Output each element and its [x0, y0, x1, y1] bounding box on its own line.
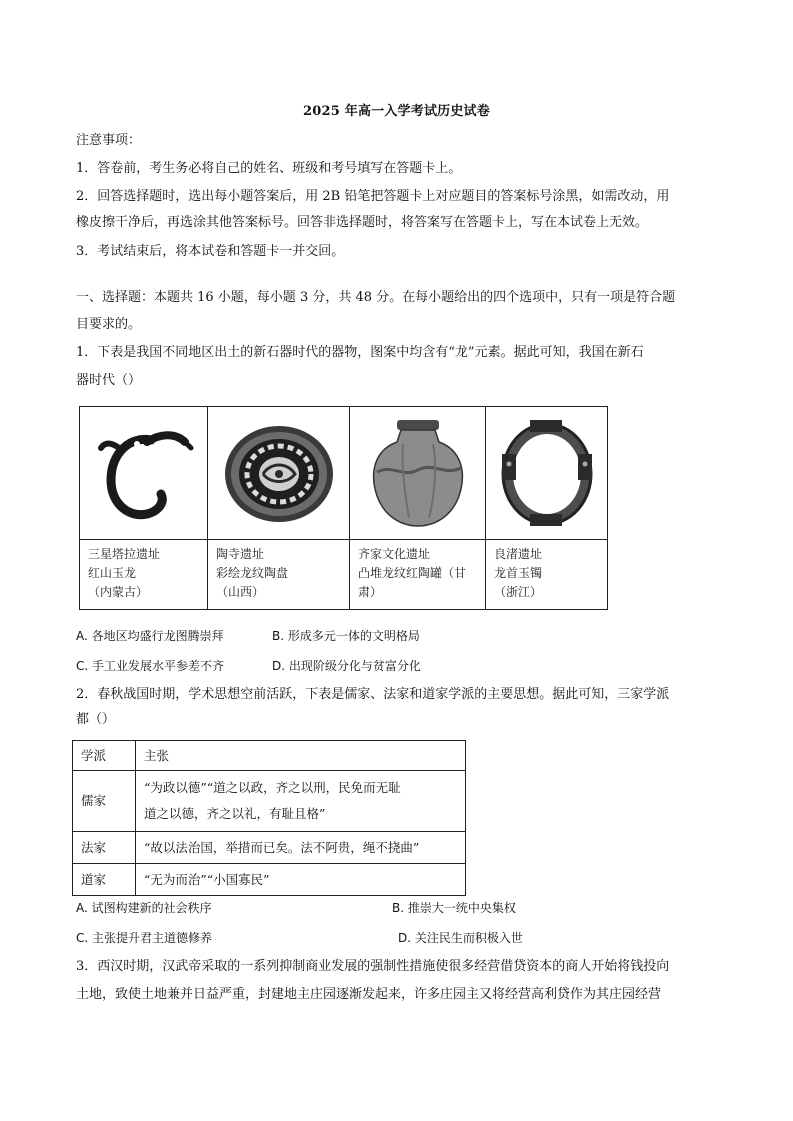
q2-stem-line-2: 都（） [76, 712, 116, 727]
notice-item-2-line-1: 2．回答选择题时，选出每小题答案后，用 2B 铅笔把答题卡上对应题目的答案标号涂黑，如需改动，用 [76, 189, 670, 204]
artifact-image-cell [80, 407, 208, 540]
table-row-school: 法家 [73, 832, 136, 864]
jade-dragon-icon [89, 418, 199, 528]
table-row-claim: “故以法治国，举措而已矣。法不阿贵，绳不挠曲” [136, 832, 466, 864]
q3-stem-line-1: 3．西汉时期，汉武帝采取的一系列抑制商业发展的强制性措施使很多经营借贷资本的商人开始将钱投向 [76, 959, 670, 974]
table-row-claim: “无为而治”“小国寡民” [136, 864, 466, 896]
q1-option-b[interactable]: B. 形成多元一体的文明格局 [272, 629, 420, 643]
q1-artifact-table [79, 406, 608, 610]
q1-stem-line-1: 1．下表是我国不同地区出土的新石器时代的器物，图案中均含有“龙”元素。据此可知，我国在新石 [76, 345, 644, 360]
q3-stem-line-2: 土地，致使土地兼并日益严重，封建地主庄园逐渐发起来，许多庄园主又将经营高利贷作为其庄园经营 [76, 987, 662, 1002]
table-row-claim: “为政以德”“道之以政，齐之以刑，民免而无耻 道之以德，齐之以礼，有耻且格” [136, 771, 466, 832]
table-row-school: 儒家 [73, 771, 136, 832]
q1-option-a[interactable]: A. 各地区均盛行龙图腾崇拜 [76, 629, 224, 643]
notice-item-2-line-2: 橡皮擦干净后，再选涂其他答案标号。回答非选择题时，将答案写在答题卡上，写在本试卷上无效。 [76, 215, 649, 230]
painted-plate-icon [219, 418, 339, 528]
section-instruction-line-1: 一、选择题：本题共 16 小题，每小题 3 分，共 48 分。在每小题给出的四个选项中，只有一项是符合题 [76, 290, 676, 305]
artifact-image-cell [486, 407, 608, 540]
notice-item-3: 3．考试结束后，将本试卷和答题卡一并交回。 [76, 244, 345, 259]
notice-heading: 注意事项： [76, 133, 142, 148]
q1-option-d[interactable]: D. 出现阶级分化与贫富分化 [272, 659, 421, 673]
pottery-jar-icon [363, 414, 473, 532]
table-header-school: 学派 [73, 741, 136, 771]
table-header-claim: 主张 [136, 741, 466, 771]
q2-option-b[interactable]: B. 推崇大一统中央集权 [392, 901, 516, 915]
jade-bracelet-icon [494, 414, 600, 532]
q1-option-c[interactable]: C. 手工业发展水平参差不齐 [76, 659, 225, 673]
notice-item-1: 1．答卷前，考生务必将自己的姓名、班级和考号填写在答题卡上。 [76, 161, 462, 176]
section-instruction-line-2: 目要求的。 [76, 317, 142, 332]
artifact-caption: 陶寺遗址 彩绘龙纹陶盘 （山西） [208, 540, 350, 610]
exam-title: 2025 年高一入学考试历史试卷 [303, 104, 490, 119]
q2-option-a[interactable]: A. 试图构建新的社会秩序 [76, 901, 212, 915]
table-row-school: 道家 [73, 864, 136, 896]
artifact-caption: 三星塔拉遗址 红山玉龙 （内蒙古） [80, 540, 208, 610]
artifact-image-cell [208, 407, 350, 540]
artifact-image-cell [350, 407, 486, 540]
artifact-caption: 齐家文化遗址 凸堆龙纹红陶罐（甘 肃） [350, 540, 486, 610]
q2-schools-table [72, 740, 466, 896]
q1-stem-line-2: 器时代（） [76, 373, 142, 388]
artifact-caption: 良渚遗址 龙首玉镯 （浙江） [486, 540, 608, 610]
q2-option-c[interactable]: C. 主张提升君主道德修养 [76, 931, 213, 945]
q2-option-d[interactable]: D. 关注民生而积极入世 [398, 931, 523, 945]
q2-stem-line-1: 2．春秋战国时期，学术思想空前活跃，下表是儒家、法家和道家学派的主要思想。据此可知，三家学派 [76, 687, 670, 702]
